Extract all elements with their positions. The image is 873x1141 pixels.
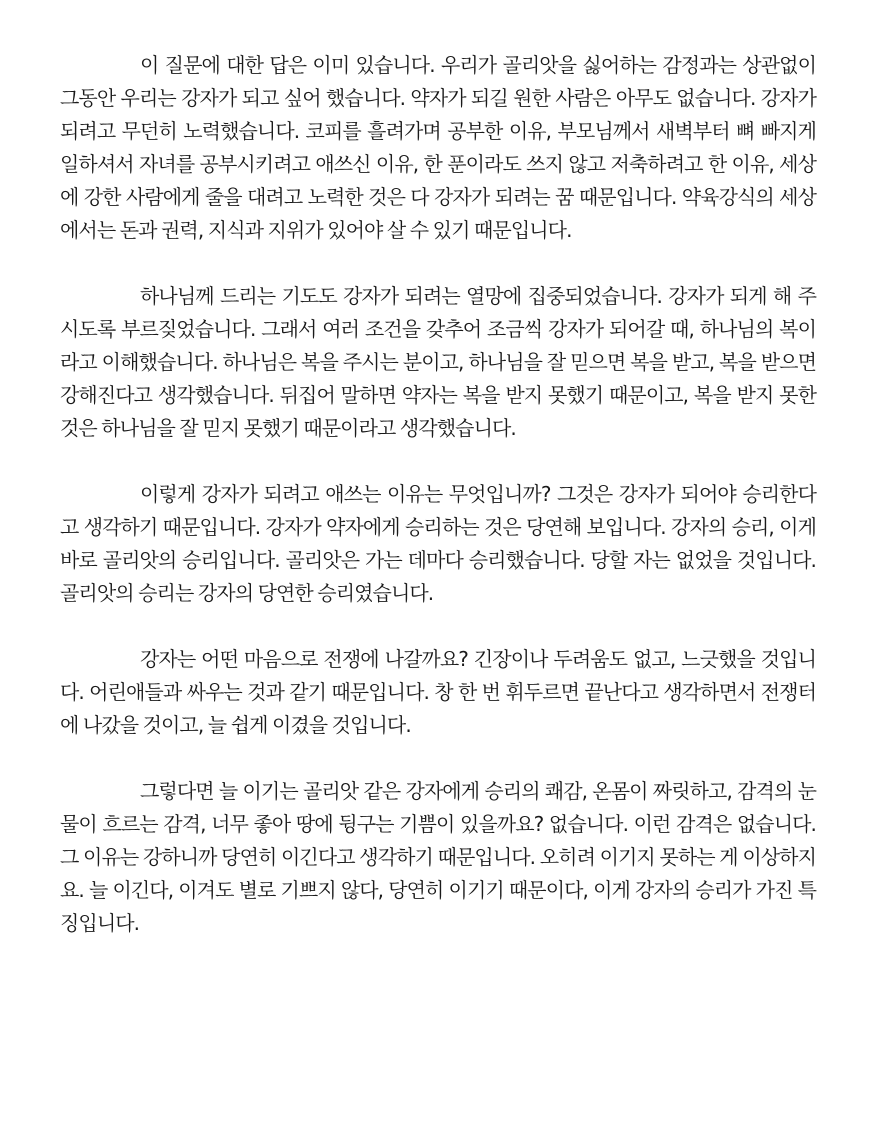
paragraph: 강자는 어떤 마음으로 전쟁에 나갈까요? 긴장이나 두려움도 없고, 느긋했을 것입니다. 어린애들과 싸우는 것과 같기 때문입니다. 창 한 번 휘두르면 끝난다고 생각하면서 전쟁터에 나갔을 것이고, 늘 쉽게 이겼을 것입니다. [60,647,816,737]
paragraph: 그렇다면 늘 이기는 골리앗 같은 강자에게 승리의 쾌감, 온몸이 짜릿하고, 감격의 눈물이 흐르는 감격, 너무 좋아 땅에 뒹구는 기쁨이 있을까요? 없습니다. 이런 감격은 없습니다. 그 이유는 강하니까 당연히 이긴다고 생각하기 때문입니다. 오히려 이기지 못하는 게 이상하지요. 늘 이긴다, 이겨도 별로 기쁘지 않다, 당연히 이기기 때문이다, 이게 강자의 승리가 가진 특징입니다. [60,779,816,935]
paragraph: 하나님께 드리는 기도도 강자가 되려는 열망에 집중되었습니다. 강자가 되게 해 주시도록 부르짖었습니다. 그래서 여러 조건을 갖추어 조금씩 강자가 되어갈 때, 하나님의 복이라고 이해했습니다. 하나님은 복을 주시는 분이고, 하나님을 잘 믿으면 복을 받고, 복을 받으면 강해진다고 생각했습니다. 뒤집어 말하면 약자는 복을 받지 못했기 때문이고, 복을 받지 못한 것은 하나님을 잘 믿지 못했기 때문이라고 생각했습니다. [60,284,816,440]
paragraph: 이 질문에 대한 답은 이미 있습니다. 우리가 골리앗을 싫어하는 감정과는 상관없이 그동안 우리는 강자가 되고 싶어 했습니다. 약자가 되길 원한 사람은 아무도 없습니다. 강자가 되려고 무던히 노력했습니다. 코피를 흘려가며 공부한 이유, 부모님께서 새벽부터 뼈 빠지게 일하셔서 자녀를 공부시키려고 애쓰신 이유, 한 푼이라도 쓰지 않고 저축하려고 한 이유, 세상에 강한 사람에게 줄을 대려고 노력한 것은 다 강자가 되려는 꿈 때문입니다. 약육강식의 세상에서는 돈과 권력, 지식과 지위가 있어야 살 수 있기 때문입니다. [60,53,816,242]
document-body [60,49,816,940]
paragraph: 이렇게 강자가 되려고 애쓰는 이유는 무엇입니까? 그것은 강자가 되어야 승리한다고 생각하기 때문입니다. 강자가 약자에게 승리하는 것은 당연해 보입니다. 강자의 승리, 이게 바로 골리앗의 승리입니다. 골리앗은 가는 데마다 승리했습니다. 당할 자는 없었을 것입니다. 골리앗의 승리는 강자의 당연한 승리였습니다. [60,482,816,605]
